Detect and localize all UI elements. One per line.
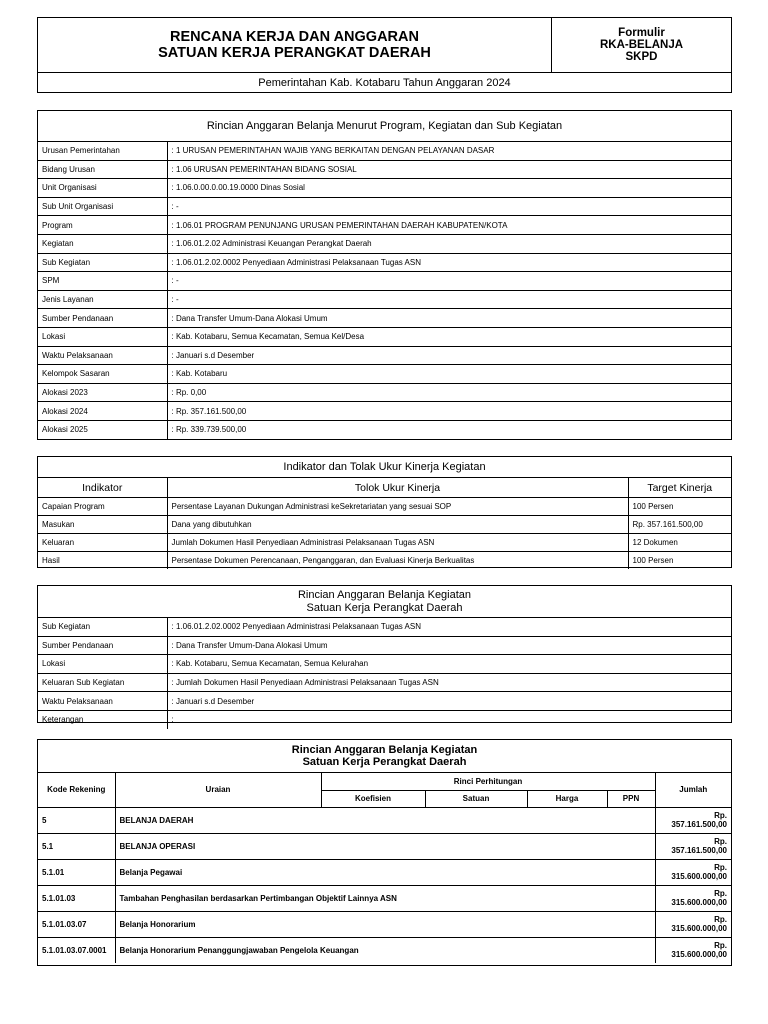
program-row-label: Kelompok Sasaran <box>38 365 167 384</box>
sub-kegiatan-section-title <box>38 586 731 618</box>
program-row-value: : - <box>167 272 731 291</box>
indikator-table <box>38 478 731 569</box>
sub-kegiatan-row-label: Waktu Pelaksanaan <box>38 692 167 711</box>
indikator-cell: Keluaran <box>38 534 167 552</box>
currency-label: Rp. <box>714 863 727 872</box>
sub-kegiatan-row-label: Sumber Pendanaan <box>38 636 167 655</box>
target-kinerja-header: Target Kinerja <box>628 478 731 498</box>
jumlah-value: 315.600.000,00 <box>671 872 727 881</box>
jumlah-value: 315.600.000,00 <box>671 924 727 933</box>
sub-kegiatan-title-line-2: Satuan Kerja Perangkat Daerah <box>306 602 463 614</box>
program-row-label: Sub Kegiatan <box>38 253 167 272</box>
kode-rekening-cell: 5.1.01.03 <box>38 885 115 911</box>
program-row-value: : Dana Transfer Umum-Dana Alokasi Umum <box>167 309 731 328</box>
program-row <box>38 309 731 328</box>
tolok-ukur-cell: Jumlah Dokumen Hasil Penyediaan Administrasi Pelaksanaan Tugas ASN <box>167 534 628 552</box>
sub-kegiatan-row-value: : Kab. Kotabaru, Semua Kecamatan, Semua Kelurahan <box>167 655 731 674</box>
program-row-label: Jenis Layanan <box>38 290 167 309</box>
program-row-label: Alokasi 2025 <box>38 420 167 438</box>
program-row-label: Waktu Pelaksanaan <box>38 346 167 365</box>
uraian-cell: BELANJA OPERASI <box>115 833 655 859</box>
kode-rekening-cell: 5 <box>38 807 115 833</box>
program-row <box>38 383 731 402</box>
program-row-value: : 1.06 URUSAN PEMERINTAHAN BIDANG SOSIAL <box>167 160 731 179</box>
rincian-section <box>37 739 732 966</box>
program-row <box>38 365 731 384</box>
kode-rekening-cell: 5.1 <box>38 833 115 859</box>
kode-rekening-cell: 5.1.01.03.07.0001 <box>38 937 115 963</box>
sub-kegiatan-row <box>38 655 731 674</box>
program-row-value: : - <box>167 290 731 309</box>
sub-kegiatan-row <box>38 673 731 692</box>
currency-label: Rp. <box>714 915 727 924</box>
program-row-value: : Kab. Kotabaru <box>167 365 731 384</box>
jumlah-cell <box>655 885 731 911</box>
indikator-cell: Hasil <box>38 552 167 570</box>
program-row-value: : Kab. Kotabaru, Semua Kecamatan, Semua Kel/Desa <box>167 327 731 346</box>
program-row-value: : - <box>167 197 731 216</box>
sub-kegiatan-row <box>38 692 731 711</box>
sub-kegiatan-row <box>38 636 731 655</box>
currency-label: Rp. <box>714 889 727 898</box>
uraian-cell: Tambahan Penghasilan berdasarkan Pertimbangan Objektif Lainnya ASN <box>115 885 655 911</box>
program-row <box>38 272 731 291</box>
tolok-ukur-cell: Persentase Dokumen Perencanaan, Penganggaran, dan Evaluasi Kinerja Berkualitas <box>167 552 628 570</box>
uraian-cell: Belanja Honorarium <box>115 911 655 937</box>
rincian-title-line-2: Satuan Kerja Perangkat Daerah <box>302 756 467 768</box>
sub-kegiatan-row-value: : 1.06.01.2.02.0002 Penyediaan Administrasi Pelaksanaan Tugas ASN <box>167 618 731 636</box>
kode-rekening-cell: 5.1.01 <box>38 859 115 885</box>
program-row <box>38 179 731 198</box>
program-row <box>38 216 731 235</box>
jumlah-value: 315.600.000,00 <box>671 898 727 907</box>
program-row-value: : Januari s.d Desember <box>167 346 731 365</box>
program-row <box>38 160 731 179</box>
program-row-label: Lokasi <box>38 327 167 346</box>
program-table <box>38 142 731 439</box>
kode-rekening-cell: 5.1.01.03.07 <box>38 911 115 937</box>
program-row-label: Program <box>38 216 167 235</box>
currency-label: Rp. <box>714 837 727 846</box>
program-row <box>38 327 731 346</box>
sub-kegiatan-section <box>37 585 732 723</box>
title-line-2: SATUAN KERJA PERANGKAT DAERAH <box>158 45 431 61</box>
sub-kegiatan-row <box>38 618 731 636</box>
sub-kegiatan-row-label: Keterangan <box>38 710 167 728</box>
sub-kegiatan-row-value: : Januari s.d Desember <box>167 692 731 711</box>
jumlah-cell <box>655 911 731 937</box>
program-row <box>38 197 731 216</box>
rincian-row <box>38 911 731 937</box>
program-row <box>38 234 731 253</box>
satuan-header: Satuan <box>425 790 527 807</box>
target-kinerja-cell: 100 Persen <box>628 498 731 516</box>
jumlah-header: Jumlah <box>655 773 731 807</box>
sub-kegiatan-row <box>38 710 731 728</box>
indikator-cell: Masukan <box>38 516 167 534</box>
program-row <box>38 346 731 365</box>
jumlah-cell <box>655 937 731 963</box>
program-row <box>38 253 731 272</box>
sub-kegiatan-row-label: Lokasi <box>38 655 167 674</box>
indikator-section <box>37 456 732 568</box>
indikator-header: Indikator <box>38 478 167 498</box>
program-row-label: Alokasi 2023 <box>38 383 167 402</box>
currency-label: Rp. <box>714 941 727 950</box>
program-row-label: Sumber Pendanaan <box>38 309 167 328</box>
program-row <box>38 402 731 421</box>
indikator-row <box>38 534 731 552</box>
harga-header: Harga <box>527 790 607 807</box>
jumlah-value: 357.161.500,00 <box>671 820 727 829</box>
program-row-value: : 1 URUSAN PEMERINTAHAN WAJIB YANG BERKAITAN DENGAN PELAYANAN DASAR <box>167 142 731 160</box>
rinci-perhitungan-header: Rinci Perhitungan <box>321 773 655 790</box>
koefisien-header: Koefisien <box>321 790 425 807</box>
rincian-title-line-1: Rincian Anggaran Belanja Kegiatan <box>291 744 478 756</box>
jumlah-cell <box>655 833 731 859</box>
program-section <box>37 110 732 440</box>
indikator-row <box>38 516 731 534</box>
sub-kegiatan-row-label: Keluaran Sub Kegiatan <box>38 673 167 692</box>
sub-kegiatan-row-label: Sub Kegiatan <box>38 618 167 636</box>
sub-kegiatan-title-line-1: Rincian Anggaran Belanja Kegiatan <box>297 589 472 601</box>
title-line-1: RENCANA KERJA DAN ANGGARAN <box>170 29 419 45</box>
tolok-ukur-cell: Dana yang dibutuhkan <box>167 516 628 534</box>
kode-rekening-header: Kode Rekening <box>38 773 115 807</box>
jumlah-value: 357.161.500,00 <box>671 846 727 855</box>
program-row-value: : 1.06.01.2.02 Administrasi Keuangan Perangkat Daerah <box>167 234 731 253</box>
program-row-value: : 1.06.01 PROGRAM PENUNJANG URUSAN PEMERINTAHAN DAERAH KABUPATEN/KOTA <box>167 216 731 235</box>
program-row <box>38 420 731 438</box>
program-section-title: Rincian Anggaran Belanja Menurut Program, Kegiatan dan Sub Kegiatan <box>38 111 731 142</box>
rincian-row <box>38 885 731 911</box>
rincian-row <box>38 833 731 859</box>
ppn-header: PPN <box>607 790 655 807</box>
sub-kegiatan-row-value: : Dana Transfer Umum-Dana Alokasi Umum <box>167 636 731 655</box>
program-row <box>38 290 731 309</box>
form-line-3: SKPD <box>625 51 658 63</box>
target-kinerja-cell: 12 Dokumen <box>628 534 731 552</box>
rincian-section-title <box>38 740 731 773</box>
rincian-row <box>38 937 731 963</box>
jumlah-cell <box>655 859 731 885</box>
program-row-label: Urusan Pemerintahan <box>38 142 167 160</box>
jumlah-value: 315.600.000,00 <box>671 950 727 959</box>
target-kinerja-cell: 100 Persen <box>628 552 731 570</box>
program-row <box>38 142 731 160</box>
tolok-ukur-cell: Persentase Layanan Dukungan Administrasi keSekretariatan yang sesuai SOP <box>167 498 628 516</box>
rincian-row <box>38 807 731 833</box>
form-line-2: RKA-BELANJA <box>599 39 684 51</box>
document-header <box>37 17 732 93</box>
indikator-section-title: Indikator dan Tolak Ukur Kinerja Kegiatan <box>38 457 731 478</box>
program-row-value: : 1.06.01.2.02.0002 Penyediaan Administrasi Pelaksanaan Tugas ASN <box>167 253 731 272</box>
indikator-row <box>38 498 731 516</box>
indikator-cell: Capaian Program <box>38 498 167 516</box>
form-line-1: Formulir <box>618 27 665 39</box>
rincian-table <box>38 773 731 963</box>
uraian-cell: BELANJA DAERAH <box>115 807 655 833</box>
program-row-label: Alokasi 2024 <box>38 402 167 421</box>
sub-kegiatan-row-value: : <box>167 710 731 728</box>
rincian-row <box>38 859 731 885</box>
jumlah-cell <box>655 807 731 833</box>
program-row-value: : Rp. 0,00 <box>167 383 731 402</box>
sub-kegiatan-table <box>38 618 731 729</box>
form-code <box>552 18 731 73</box>
indikator-row <box>38 552 731 570</box>
uraian-cell: Belanja Pegawai <box>115 859 655 885</box>
program-row-value: : Rp. 339.739.500,00 <box>167 420 731 438</box>
program-row-label: Bidang Urusan <box>38 160 167 179</box>
document-title <box>38 18 552 73</box>
program-row-label: Kegiatan <box>38 234 167 253</box>
pemerintahan-line: Pemerintahan Kab. Kotabaru Tahun Anggaran 2024 <box>258 77 511 89</box>
target-kinerja-cell: Rp. 357.161.500,00 <box>628 516 731 534</box>
sub-kegiatan-row-value: : Jumlah Dokumen Hasil Penyediaan Administrasi Pelaksanaan Tugas ASN <box>167 673 731 692</box>
program-row-value: : Rp. 357.161.500,00 <box>167 402 731 421</box>
currency-label: Rp. <box>714 811 727 820</box>
program-row-label: SPM <box>38 272 167 291</box>
program-row-label: Sub Unit Organisasi <box>38 197 167 216</box>
uraian-header: Uraian <box>115 773 321 807</box>
program-row-value: : 1.06.0.00.0.00.19.0000 Dinas Sosial <box>167 179 731 198</box>
program-row-label: Unit Organisasi <box>38 179 167 198</box>
uraian-cell: Belanja Honorarium Penanggungjawaban Pengelola Keuangan <box>115 937 655 963</box>
tolok-ukur-header: Tolok Ukur Kinerja <box>167 478 628 498</box>
